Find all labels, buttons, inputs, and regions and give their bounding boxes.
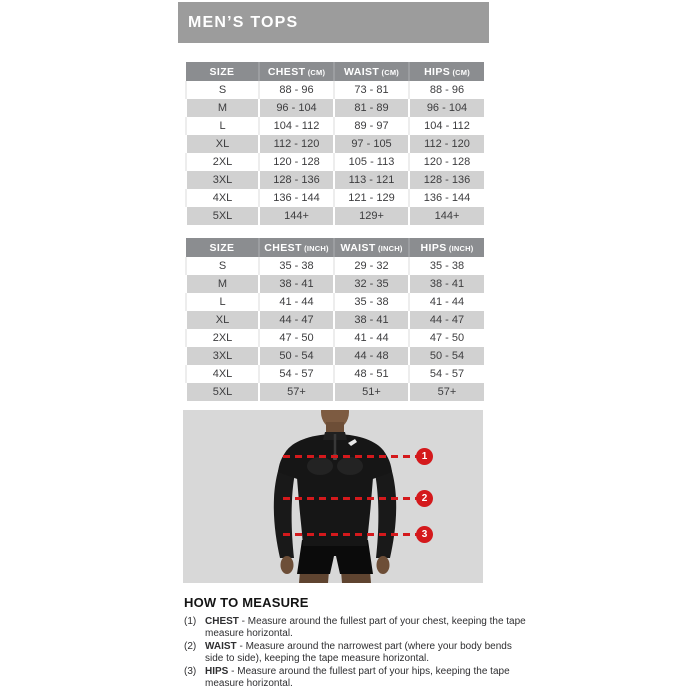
measurement-cell: 112 - 120 [409,135,484,153]
measurement-cell: 88 - 96 [259,81,334,99]
measurement-cell: 129+ [334,207,409,225]
column-header-chest: CHEST (CM) [259,62,334,81]
column-header-waist: WAIST (INCH) [334,238,409,257]
size-label-cell: XL [186,135,259,153]
measurement-cell: 88 - 96 [409,81,484,99]
column-header-chest: CHEST (INCH) [259,238,334,257]
column-header-size: SIZE [186,238,259,257]
size-label-cell: 2XL [186,329,259,347]
measurement-cell: 35 - 38 [334,293,409,311]
measurement-cell: 121 - 129 [334,189,409,207]
measurement-cell: 48 - 51 [334,365,409,383]
measurement-cell: 50 - 54 [259,347,334,365]
size-row-s [186,81,484,99]
measurement-cell: 44 - 48 [334,347,409,365]
measurement-cell: 44 - 47 [259,311,334,329]
measurement-cell: 136 - 144 [409,189,484,207]
hips-dashed-line [283,533,418,536]
measurement-cell: 57+ [409,383,484,401]
measurement-cell: 112 - 120 [259,135,334,153]
measurement-cell: 38 - 41 [334,311,409,329]
instruction-term: CHEST [205,616,239,627]
size-row-l [186,293,484,311]
instruction-number: (1) [184,616,197,627]
marker-1-badge: 1 [416,448,433,465]
waist-dashed-line [283,497,418,500]
instruction-description: Measure around the fullest part of your chest, keeping the tape measure horizontal. [205,616,526,639]
instruction-term: HIPS [205,666,229,677]
marker-2-badge: 2 [416,490,433,507]
waist-measure-line [283,490,433,507]
measurement-cell: 38 - 41 [409,275,484,293]
measurement-cell: 35 - 38 [409,257,484,275]
instruction-number: (3) [184,666,197,677]
measure-instruction-chest [184,616,532,640]
measure-instruction-waist [184,641,532,665]
model-figure [183,410,483,583]
hips-measure-line [283,526,433,543]
measurement-cell: 136 - 144 [259,189,334,207]
size-label-cell: 4XL [186,365,259,383]
size-label-cell: XL [186,311,259,329]
how-to-measure-section [184,595,532,691]
size-row-5xl [186,207,484,225]
size-label-cell: 3XL [186,171,259,189]
instruction-text: HIPS - Measure around the fullest part of your hips, keeping the tape measure horizontal. [205,666,510,689]
size-label-cell: S [186,257,259,275]
size-row-m [186,275,484,293]
instruction-description: Measure around the narrowest part (where your body bends side to side), keeping the tape measure horizontal. [205,641,512,664]
size-label-cell: S [186,81,259,99]
size-row-s [186,257,484,275]
measurement-cell: 35 - 38 [259,257,334,275]
measurement-cell: 120 - 128 [259,153,334,171]
size-row-l [186,117,484,135]
size-label-cell: 5XL [186,383,259,401]
instruction-text: WAIST - Measure around the narrowest part (where your body bends side to side), keeping the tape measure horizontal. [205,641,512,664]
measurement-cell: 41 - 44 [409,293,484,311]
size-table-inch [185,238,484,401]
measurement-cell: 120 - 128 [409,153,484,171]
size-row-xl [186,311,484,329]
column-header-hips: HIPS (CM) [409,62,484,81]
size-row-3xl [186,347,484,365]
size-row-4xl [186,189,484,207]
measurement-cell: 54 - 57 [259,365,334,383]
measurement-cell: 104 - 112 [409,117,484,135]
measurement-cell: 105 - 113 [334,153,409,171]
size-label-cell: L [186,117,259,135]
measurement-cell: 144+ [259,207,334,225]
measurement-cell: 89 - 97 [334,117,409,135]
size-row-5xl [186,383,484,401]
measurement-cell: 51+ [334,383,409,401]
measurement-cell: 44 - 47 [409,311,484,329]
measurement-cell: 57+ [259,383,334,401]
size-row-2xl [186,153,484,171]
size-table-cm [185,62,484,225]
measurement-cell: 32 - 35 [334,275,409,293]
how-to-measure-heading: HOW TO MEASURE [184,595,309,610]
size-label-cell: 5XL [186,207,259,225]
page-title-bar [178,2,489,43]
marker-3-badge: 3 [416,526,433,543]
instruction-term: WAIST [205,641,237,652]
chest-dashed-line [283,455,418,458]
measurement-cell: 81 - 89 [334,99,409,117]
measurement-cell: 29 - 32 [334,257,409,275]
measurement-cell: 96 - 104 [409,99,484,117]
header-row [186,238,484,257]
size-label-cell: 3XL [186,347,259,365]
size-label-cell: M [186,99,259,117]
measurement-cell: 54 - 57 [409,365,484,383]
measurement-cell: 41 - 44 [259,293,334,311]
measurement-cell: 38 - 41 [259,275,334,293]
header-row [186,62,484,81]
instruction-text: CHEST - Measure around the fullest part of your chest, keeping the tape measure horizontal. [205,616,526,639]
measure-instructions-list [184,616,532,690]
column-header-size: SIZE [186,62,259,81]
chest-measure-line [283,448,433,465]
measurement-cell: 97 - 105 [334,135,409,153]
measurement-cell: 47 - 50 [409,329,484,347]
measurement-cell: 50 - 54 [409,347,484,365]
size-label-cell: 2XL [186,153,259,171]
size-row-m [186,99,484,117]
size-row-3xl [186,171,484,189]
column-header-waist: WAIST (CM) [334,62,409,81]
measurement-cell: 104 - 112 [259,117,334,135]
measurement-cell: 96 - 104 [259,99,334,117]
size-label-cell: M [186,275,259,293]
instruction-number: (2) [184,641,197,652]
measurement-cell: 113 - 121 [334,171,409,189]
measurement-cell: 47 - 50 [259,329,334,347]
measurement-cell: 73 - 81 [334,81,409,99]
measurement-cell: 41 - 44 [334,329,409,347]
measurement-cell: 128 - 136 [259,171,334,189]
size-row-2xl [186,329,484,347]
measurement-cell: 144+ [409,207,484,225]
measure-instruction-hips [184,666,532,690]
size-row-xl [186,135,484,153]
page-title: MEN’S TOPS [188,13,299,31]
size-label-cell: L [186,293,259,311]
instruction-description: Measure around the fullest part of your hips, keeping the tape measure horizontal. [205,666,510,689]
size-label-cell: 4XL [186,189,259,207]
measurement-cell: 128 - 136 [409,171,484,189]
column-header-hips: HIPS (INCH) [409,238,484,257]
size-row-4xl [186,365,484,383]
